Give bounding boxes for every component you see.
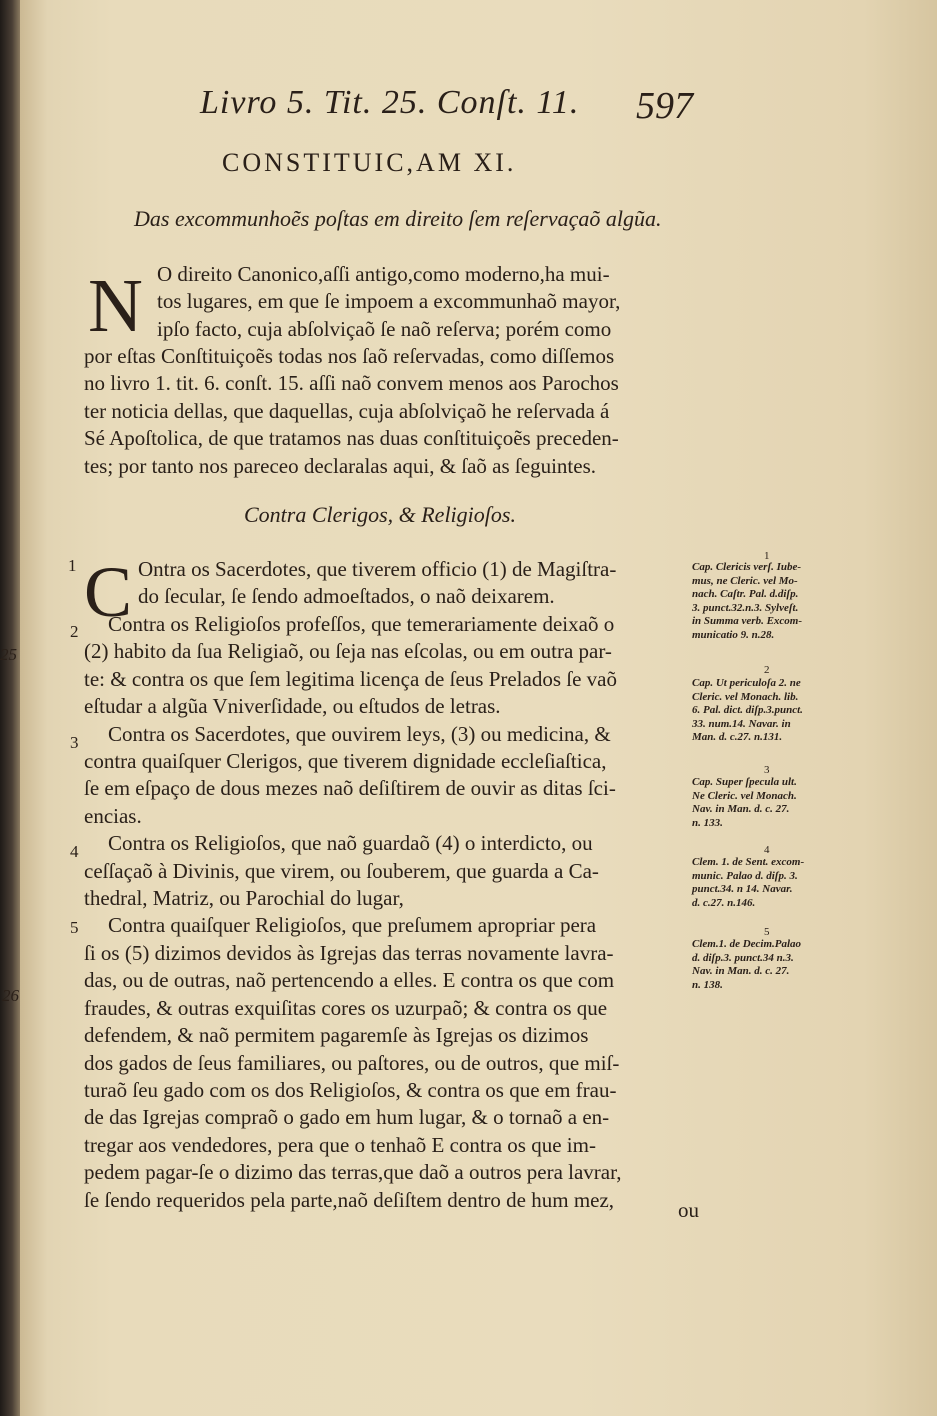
catchword: ou <box>678 1198 699 1222</box>
drop-cap-c: C <box>84 552 133 632</box>
note-line: nach. Caſtr. Pal. d.diſp. <box>692 588 799 600</box>
text-line: no livro 1. tit. 6. conſt. 15. aſſi naõ convem menos aos Parochos <box>84 371 619 396</box>
text-line: por eſtas Conſtituiçoẽs todas nos ſaõ reſervadas, como diſſemos <box>84 344 615 368</box>
note-line: Clem.1. de Decim.Palao <box>692 938 802 950</box>
text-line: fraudes, & outras exquiſitas cores os uzurpaõ; & contra os que <box>84 995 608 1020</box>
note-line: d. c.27. n.146. <box>692 896 756 909</box>
side-note <box>692 856 852 910</box>
text-line: ipſo facto, cuja abſolviçaõ ſe naõ reſerva; porém como <box>157 316 612 341</box>
text-line: thedral, Matriz, ou Parochial do lugar, <box>84 886 404 911</box>
note-number: 2 <box>764 664 770 676</box>
prev-page-margin-number: 26 <box>2 986 19 1005</box>
note-line: mus, ne Cleric. vel Mo- <box>692 574 798 587</box>
text-line: defendem, & naõ permitem pagaremſe às Igrejas os dizimos <box>84 1023 589 1048</box>
note-line: Cleric. vel Monach. lib. <box>692 690 799 703</box>
text-line: contra quaiſquer Clerigos, que tiverem dignidade eccleſiaſtica, <box>84 749 607 774</box>
note-number: 4 <box>764 844 770 856</box>
text-line: ter noticia dellas, que daquellas, cuja abſolviçaõ he reſervada á <box>84 398 610 423</box>
text-line: encias. <box>84 803 142 828</box>
note-line: munic. Palao d. diſp. 3. <box>692 869 798 882</box>
note-line: d. diſp.3. punct.34 n.3. <box>692 951 794 964</box>
note-line: Nav. in Man. d. c. 27. <box>692 965 790 977</box>
note-line: Clem. 1. de Sent. excom- <box>692 856 805 868</box>
note-line: 6. Pal. dict. diſp.3.punct. <box>692 704 803 716</box>
note-line: n. 133. <box>692 816 723 829</box>
text-line: de das Igrejas compraõ o gado em hum lugar, & o tornaõ a en- <box>84 1105 610 1130</box>
drop-cap-n: N <box>88 264 143 348</box>
page-number: 597 <box>636 85 693 127</box>
text-line: do ſecular, ſe ſendo admoeſtados, o naõ deixarem. <box>138 584 555 609</box>
text-line: turaõ ſeu gado com os dos Religioſos, & contra os que em frau- <box>84 1077 617 1102</box>
text-line: Contra os Religioſos profeſſos, que temerariamente deixaõ o <box>108 612 615 636</box>
text-line: ſi os (5) dizimos devidos às Igrejas das terras novamente lavra- <box>84 940 614 965</box>
text-line: Contra quaiſquer Religioſos, que preſumem apropriar pera <box>108 913 597 938</box>
text-line: Contra os Sacerdotes, que ouvirem leys, (3) ou medicina, & <box>108 721 611 746</box>
side-note <box>692 561 852 642</box>
intro-paragraph-body <box>84 343 619 480</box>
page-gutter <box>0 0 20 1416</box>
text-line: ſe em eſpaço de dous mezes naõ deſiſtirem de ouvir as ditas ſci- <box>84 776 616 801</box>
section-heading: Contra Clerigos, & Religioſos. <box>244 502 516 527</box>
note-line: Cap. Super ſpecula ult. <box>692 776 797 788</box>
text-line: Sé Apoſtolica, de que tratamos nas duas conſtituiçoẽs preceden- <box>84 426 619 451</box>
text-line: tregar aos vendedores, pera que o tenhaõ E contra os que im- <box>84 1132 596 1157</box>
note-number: 3 <box>764 764 770 776</box>
body-paragraph-head <box>138 556 616 611</box>
text-line: ceſſaçaõ à Divinis, que virem, ou ſouberem, que guarda a Ca- <box>84 858 599 883</box>
note-line: Cap. Clericis verſ. Iube- <box>692 561 802 573</box>
note-line: municatio 9. n.28. <box>692 628 775 641</box>
text-line: (2) habito da ſua Religiaõ, ou ſeja nas eſcolas, ou em outra par- <box>84 639 612 664</box>
margin-number: 3 <box>70 733 79 752</box>
note-line: Ne Cleric. vel Monach. <box>692 789 797 802</box>
note-line: Cap. Ut periculoſa 2. ne <box>692 677 801 689</box>
note-line: punct.34. n 14. Navar. <box>692 883 793 895</box>
text-line: pedem pagar-ſe o dizimo das terras,que daõ a outros pera lavrar, <box>84 1160 622 1185</box>
intro-paragraph-head <box>157 261 620 343</box>
body-paragraph <box>84 611 622 1214</box>
chapter-subtitle: Das excommunhoẽs poſtas em direito ſem reſervaçaõ algũa. <box>134 206 662 231</box>
text-line: tes; por tanto nos pareceo declaralas aqui, & ſaõ as ſeguintes. <box>84 453 596 478</box>
note-line: 3. punct.32.n.3. Sylveſt. <box>692 601 799 614</box>
side-note <box>692 776 852 830</box>
text-line: Contra os Religioſos, que naõ guardaõ (4) o interdicto, ou <box>108 831 593 856</box>
text-line: dos gados de ſeus familiares, ou paſtores, ou de outros, que miſ- <box>84 1050 620 1075</box>
margin-number: 1 <box>68 556 77 575</box>
chapter-title: CONSTITUIC,AM XI. <box>222 148 517 177</box>
side-note <box>692 938 852 992</box>
text-line: das, ou de outras, naõ pertencendo a elles. E contra os que com <box>84 968 615 993</box>
running-head: Livro 5. Tit. 25. Conſt. 11. <box>200 84 580 121</box>
note-line: n. 138. <box>692 978 723 991</box>
side-note <box>692 677 852 745</box>
text-line: te: & contra os que ſem legitima licença de ſeus Prelados ſe vaõ <box>84 666 617 691</box>
note-line: Man. d. c.27. n.131. <box>692 731 783 743</box>
margin-number: 4 <box>70 842 79 861</box>
margin-number: 5 <box>70 918 79 937</box>
margin-number: 2 <box>70 622 79 641</box>
note-line: in Summa verb. Excom- <box>692 615 803 627</box>
text-line: ſe ſendo requeridos pela parte,naõ deſiſtem dentro de hum mez, <box>84 1187 615 1212</box>
note-number: 1 <box>764 550 770 562</box>
prev-page-margin-number: 25 <box>0 645 17 664</box>
note-line: Nav. in Man. d. c. 27. <box>692 803 790 815</box>
text-line: tos lugares, em que ſe impoem a excommunhaõ mayor, <box>157 289 621 314</box>
text-line: Ontra os Sacerdotes, que tiverem officio (1) de Magiſtra- <box>138 557 617 581</box>
text-line: eſtudar a algũa Vniverſidade, ou eſtudos de letras. <box>84 694 501 719</box>
note-line: 33. num.14. Navar. in <box>692 717 791 730</box>
note-number: 5 <box>764 926 770 938</box>
text-line: O direito Canonico,aſſi antigo,como moderno,ha mui- <box>157 262 610 286</box>
